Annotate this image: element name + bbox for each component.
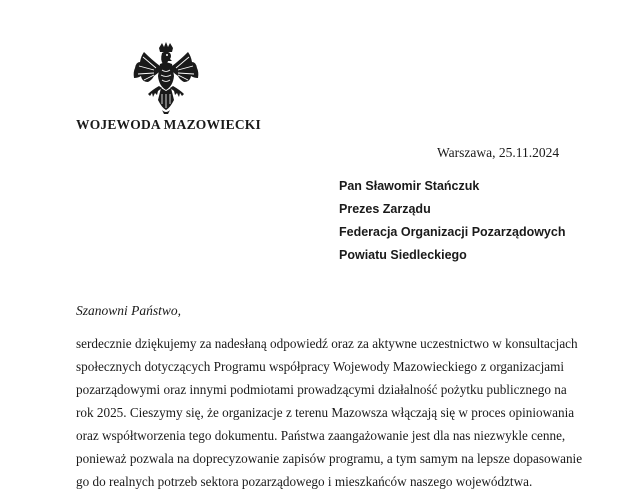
body-line: pozarządowymi oraz innymi podmiotami prowadzącymi działalność pożytku publicznego na <box>76 382 567 397</box>
recipient-district: Powiatu Siedleckiego <box>339 248 467 262</box>
body-line: ponieważ pozwala na doprecyzowanie zapisów programu, a tym samym na lepsze dopasowanie <box>76 451 583 466</box>
body-line: oraz współtworzenia tego dokumentu. Państwa zaangażowanie jest dla nas niezwykle cenne, <box>76 428 566 443</box>
polish-eagle-emblem-icon <box>132 42 200 116</box>
salutation: Szanowni Państwo, <box>76 303 182 318</box>
recipient-block <box>339 175 565 267</box>
body-line: go do realnych potrzeb sektora pozarządowego i mieszkańców naszego województwa. <box>76 474 533 489</box>
letter-date: Warszawa, 25.11.2024 <box>437 145 560 160</box>
recipient-organization: Federacja Organizacji Pozarządowych <box>339 225 566 239</box>
body-line: rok 2025. Cieszymy się, że organizacje z terenu Mazowsza włączają się w proces opiniowania <box>76 405 575 420</box>
recipient-position: Prezes Zarządu <box>339 202 431 216</box>
recipient-name: Pan Sławomir Stańczuk <box>339 179 480 193</box>
body-line: serdecznie dziękujemy za nadesłaną odpowiedź oraz za aktywne uczestnictwo w konsultacjach <box>76 336 578 351</box>
issuer-name: WOJEWODA MAZOWIECKI <box>76 117 261 132</box>
body-line: społecznych dotyczących Programu współpracy Wojewody Mazowieckiego z organizacjami <box>76 359 565 374</box>
letter-body <box>76 332 583 493</box>
